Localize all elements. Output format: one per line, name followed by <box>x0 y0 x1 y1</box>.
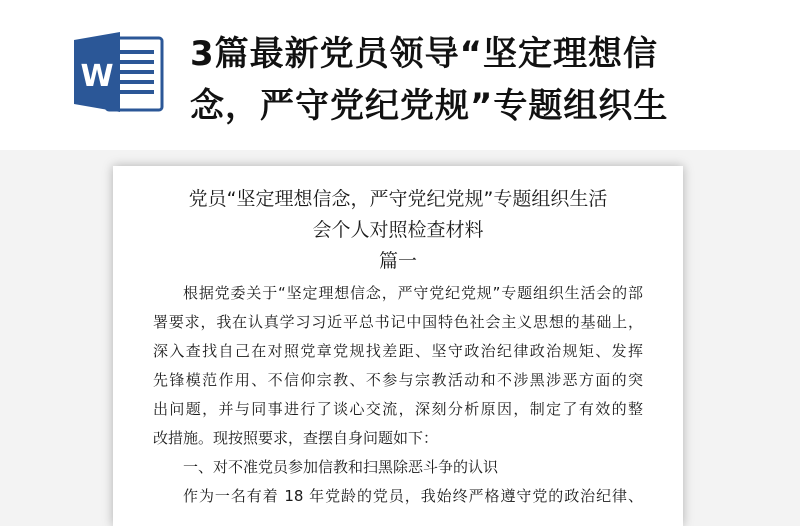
document-title-line-2: 会个人对照检查材料 <box>312 219 484 241</box>
page-title-line-1: 3篇最新党员领导“坚定理想信 <box>190 34 659 74</box>
page-title <box>190 28 780 132</box>
section-heading: 一、对不准党员参加信教和扫黑除恶斗争的认识 <box>183 458 499 476</box>
body-line: 改措施。现按照要求，查摆自身问题如下： <box>153 429 439 447</box>
body-line: 署要求，我在认真学习习近平总书记中国特色社会主义思想的基础上， <box>153 313 643 331</box>
body-line: 出问题，并与同事进行了谈心交流，深刻分析原因，制定了有效的整 <box>153 400 643 418</box>
body-line: 先锋模范作用、不信仰宗教、不参与宗教活动和不涉黑涉恶方面的突 <box>153 371 643 389</box>
page-title-line-2: 念，严守党纪党规”专题组织生 <box>190 86 669 126</box>
svg-text:W: W <box>80 59 114 94</box>
document-part-heading: 篇一 <box>378 250 417 272</box>
header <box>0 0 800 150</box>
body-line: 深入查找自己在对照党章党规找差距、坚守政治纪律政治规矩、发挥 <box>153 342 643 360</box>
word-document-icon <box>72 30 168 114</box>
document-preview <box>113 166 683 526</box>
body-line: 根据党委关于“坚定理想信念，严守党纪党规”专题组织生活会的部 <box>183 284 643 302</box>
body-line: 作为一名有着 18 年党龄的党员，我始终严格遵守党的政治纪律、 <box>183 487 643 505</box>
document-title-line-1: 党员“坚定理想信念，严守党纪党规”专题组织生活 <box>188 188 608 210</box>
